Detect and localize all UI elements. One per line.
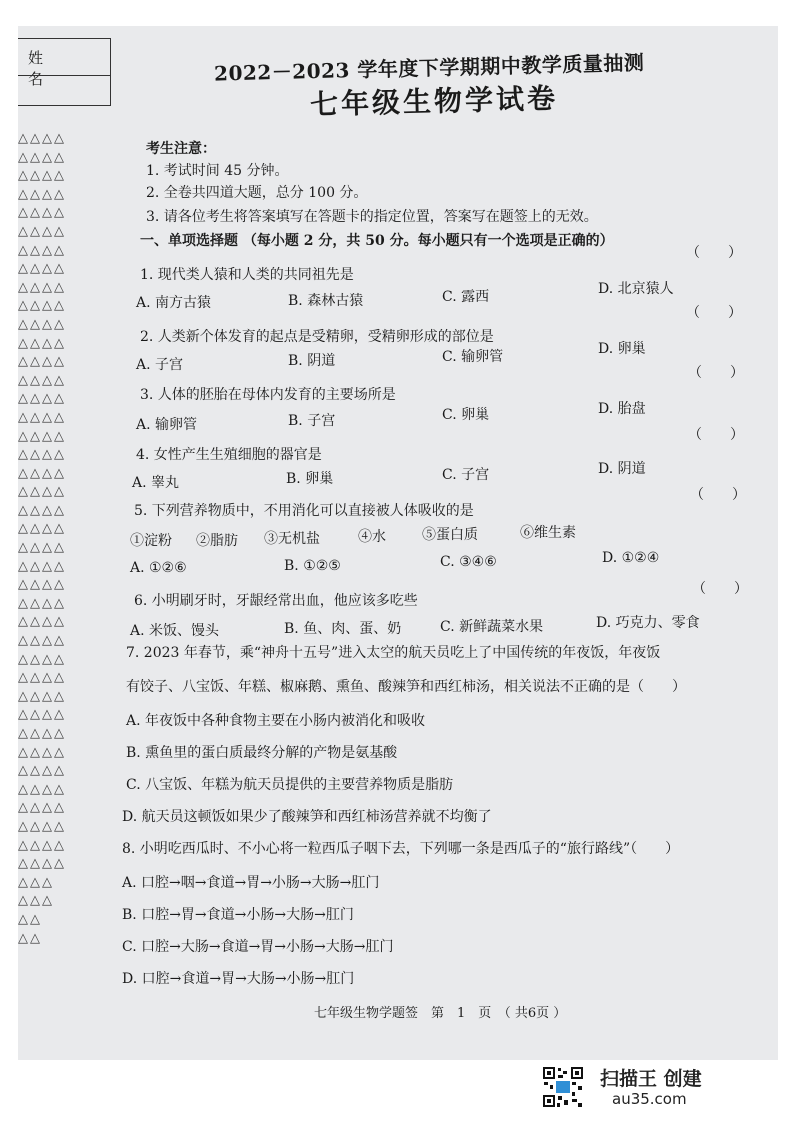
answer-paren: （ ） [688, 427, 744, 443]
name-label: 姓 名 [28, 49, 70, 88]
option: C. 输卵管 [442, 349, 504, 365]
option: D. 阴道 [598, 461, 646, 477]
exam-title-line2: 七年级生物学试卷 [309, 81, 559, 122]
answer-paren: （ ） [688, 365, 744, 381]
scanner-brand: 扫描王 创建 [600, 1068, 702, 1090]
binding-margin-triangles: △△△△ △△△△ △△△△ △△△△ △△△△ △△△△ △△△△ △△△△ △△△△ △△△△ △△△△ △△△△ △△△△ △△△△ △△△△ △△△△ △△△△ △△△△ △△△△ △△△△ △△△△ △△△△ △△△△ △△△△ △△△△ △△△△ △△△△ △△△△ △△△△ △△△△ △△△△ △△△△ △△△△ △△△△ △△△△ △△△△ △△△△ △△△△ △△△△ △△△△ △△△ △△△ △△ △△ [18, 131, 66, 946]
option: B. ①②⑤ [284, 558, 341, 574]
substance-item: ⑤蛋白质 [422, 527, 478, 543]
option: A. 输卵管 [136, 417, 198, 433]
option: A. 口腔→咽→食道→胃→小肠→大肠→肛门 [122, 875, 380, 891]
notice-heading: 考生注意： [146, 141, 216, 157]
question-stem-continued: 有饺子、八宝饭、年糕、椒麻鹅、熏鱼、酸辣笋和西红柿汤，相关说法不正确的是（ ） [126, 679, 686, 695]
question-stem: 1. 现代类人猿和人类的共同祖先是 [140, 267, 354, 283]
option: A. 年夜饭中各种食物主要在小肠内被消化和吸收 [126, 713, 426, 729]
option: C. 口腔→大肠→食道→胃→小肠→大肠→肛门 [122, 939, 394, 955]
option: B. 口腔→胃→食道→小肠→大肠→肛门 [122, 907, 354, 923]
option: D. 北京猿人 [598, 281, 674, 297]
option: C. 子宫 [442, 467, 490, 483]
question-stem: 6. 小明刷牙时，牙龈经常出血，他应该多吃些 [134, 593, 418, 609]
notice-item: 2. 全卷共四道大题，总分 100 分。 [146, 185, 368, 201]
option: D. 航天员这顿饭如果少了酸辣笋和西红柿汤营养就不均衡了 [122, 809, 492, 825]
option: C. 卵巢 [442, 407, 490, 423]
option: B. 子宫 [288, 413, 336, 429]
substance-item: ②脂肪 [196, 533, 238, 549]
substance-item: ③无机盐 [264, 531, 320, 547]
page-footer: 七年级生物学题签 第 1 页 （ 共6页 ） [314, 1006, 567, 1021]
option: A. 南方古猿 [136, 295, 212, 311]
question-stem: 7. 2023 年春节，乘“神舟十五号”进入太空的航天员吃上了中国传统的年夜饭，年夜饭 [126, 645, 661, 661]
option: B. 森林古猿 [288, 293, 364, 309]
question-stem: 2. 人类新个体发育的起点是受精卵，受精卵形成的部位是 [140, 329, 494, 345]
option: A. 子宫 [136, 357, 184, 373]
option: D. 巧克力、零食 [596, 615, 700, 631]
question-stem: 3. 人体的胚胎在母体内发育的主要场所是 [140, 387, 396, 403]
question-stem: 8. 小明吃西瓜时、不小心将一粒西瓜子咽下去，下列哪一条是西瓜子的“旅行路线”（ ） [122, 841, 680, 857]
option: A. ①②⑥ [130, 560, 187, 576]
question-stem: 5. 下列营养物质中，不用消化可以直接被人体吸收的是 [134, 503, 474, 519]
notice-item: 3. 请各位考生将答案填写在答题卡的指定位置，答案写在题签上的无效。 [146, 209, 598, 225]
option: A. 睾丸 [132, 475, 180, 491]
option: C. 露西 [442, 289, 490, 305]
option: C. ③④⑥ [440, 554, 497, 570]
option: B. 鱼、肉、蛋、奶 [284, 621, 402, 637]
option: B. 阴道 [288, 353, 336, 369]
option: B. 卵巢 [286, 471, 334, 487]
option: B. 熏鱼里的蛋白质最终分解的产物是氨基酸 [126, 745, 398, 761]
answer-paren: （ ） [692, 581, 748, 597]
notice-item: 1. 考试时间 45 分钟。 [146, 163, 289, 179]
question-stem: 4. 女性产生生殖细胞的器官是 [136, 447, 322, 463]
answer-paren: （ ） [686, 245, 742, 261]
option: A. 米饭、馒头 [130, 623, 220, 639]
name-box-divider [18, 75, 110, 76]
exam-title-line1: 2022－2023 学年度下学期期中教学质量抽测 [213, 50, 645, 86]
substance-item: ①淀粉 [130, 533, 172, 549]
option: D. 口腔→食道→胃→大肠→小肠→肛门 [122, 971, 355, 987]
substance-item: ⑥维生素 [520, 525, 576, 541]
name-box [18, 38, 111, 106]
scanner-url: au35.com [612, 1090, 687, 1108]
exam-paper [18, 26, 778, 1060]
option: D. 胎盘 [598, 401, 646, 417]
option: D. 卵巢 [598, 341, 646, 357]
section-title: 一、单项选择题 （每小题 2 分，共 50 分。每小题只有一个选项是正确的） [140, 233, 614, 249]
option: C. 八宝饭、年糕为航天员提供的主要营养物质是脂肪 [126, 777, 454, 793]
option: C. 新鲜蔬菜水果 [440, 619, 544, 635]
substance-item: ④水 [358, 529, 386, 545]
qr-code-icon [542, 1066, 584, 1108]
answer-paren: （ ） [690, 487, 746, 503]
option: D. ①②④ [602, 550, 660, 566]
answer-paren: （ ） [686, 305, 742, 321]
